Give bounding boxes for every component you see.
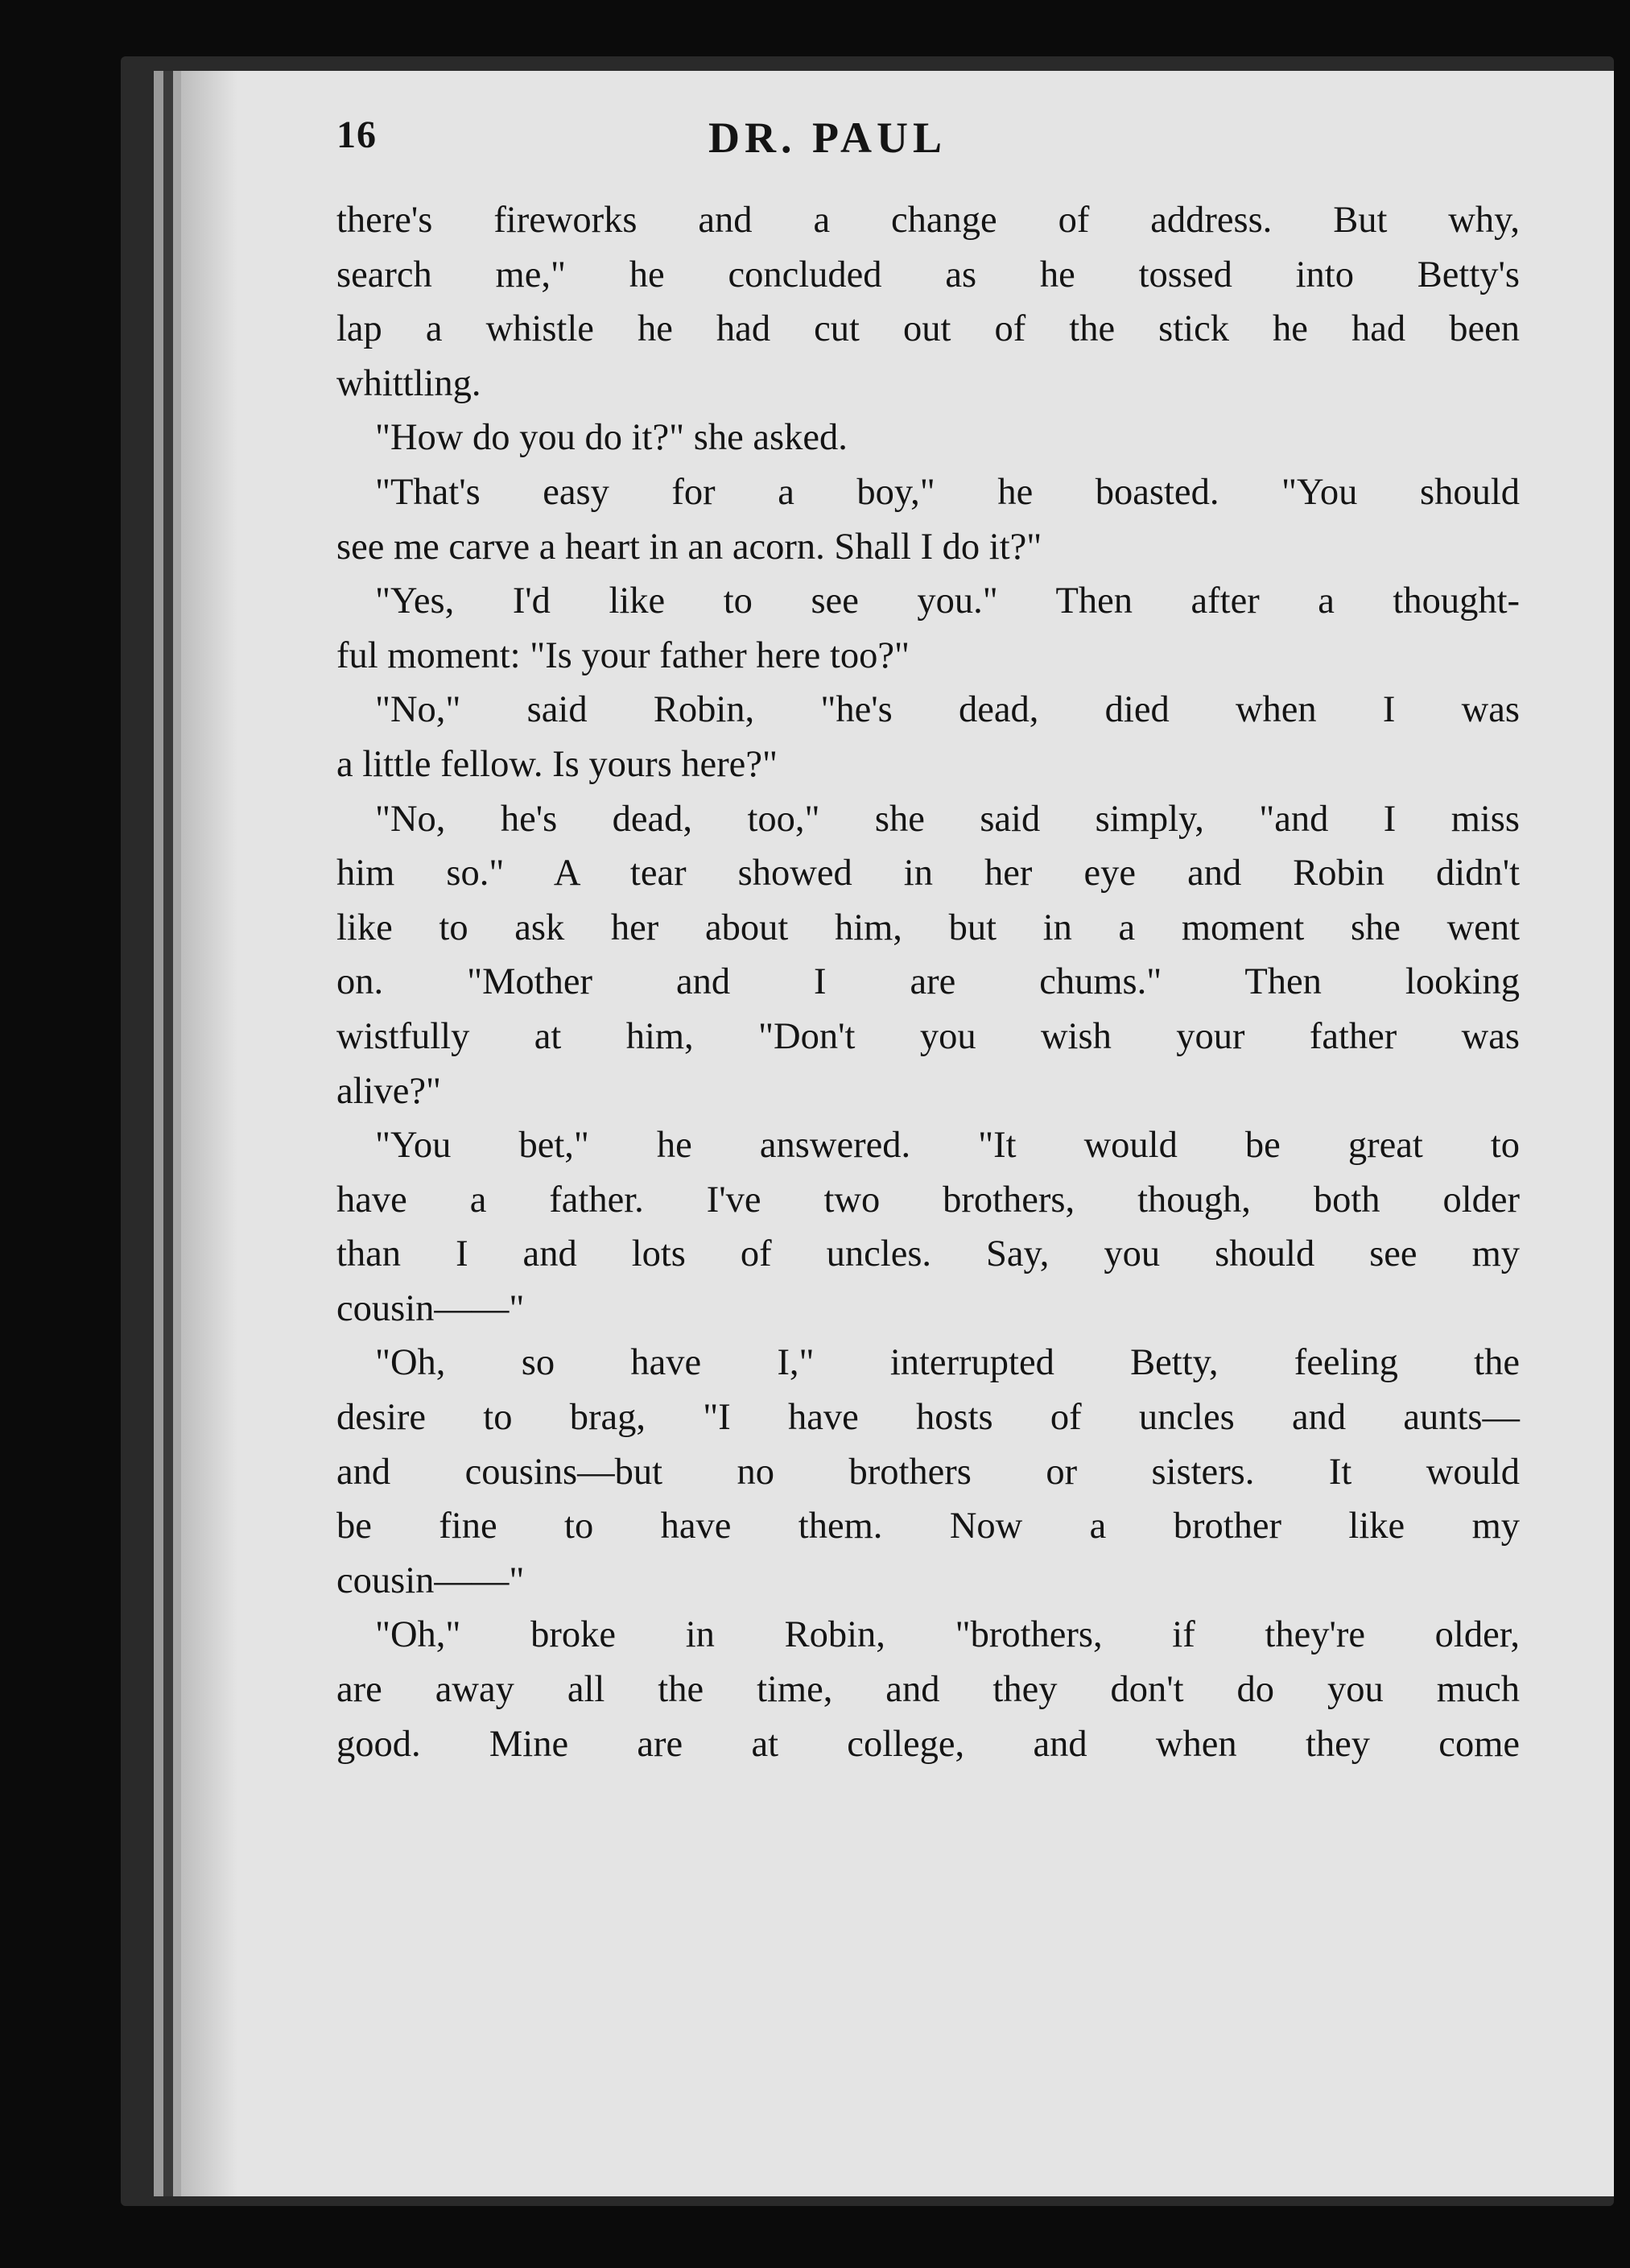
page-header	[336, 113, 1520, 169]
text-line: there's fireworks and a change of address. But why,	[336, 200, 1520, 241]
text-line: a little fellow. Is yours here?"	[336, 743, 778, 785]
text-line: ful moment: "Is your father here too?"	[336, 634, 910, 676]
text-line: "You bet," he answered. "It would be great to	[375, 1125, 1520, 1167]
text-line: good. Mine are at college, and when they come	[336, 1723, 1520, 1765]
page-gutter-shadow	[181, 71, 237, 2196]
text-line: lap a whistle he had cut out of the stick he had been	[336, 308, 1520, 350]
text-line: cousin——"	[336, 1560, 525, 1601]
text-line: "No," said Robin, "he's dead, died when I was	[375, 689, 1520, 731]
text-line: "Oh, so have I," interrupted Betty, feeling the	[375, 1342, 1520, 1384]
text-line: and cousins—but no brothers or sisters. It would	[336, 1451, 1520, 1493]
text-line: cousin——"	[336, 1287, 525, 1329]
text-line: "No, he's dead, too," she said simply, "and I miss	[375, 798, 1520, 840]
text-line: than I and lots of uncles. Say, you should see my	[336, 1233, 1520, 1275]
text-line: "How do you do it?" she asked.	[375, 417, 848, 459]
text-line: on. "Mother and I are chums." Then looking	[336, 961, 1520, 1003]
text-line: search me," he concluded as he tossed into Betty's	[336, 254, 1520, 295]
text-line: "That's easy for a boy," he boasted. "You should	[375, 471, 1520, 513]
text-line: have a father. I've two brothers, though, both older	[336, 1179, 1520, 1221]
text-line: see me carve a heart in an acorn. Shall I do it?"	[336, 526, 1042, 568]
body-text	[336, 193, 1520, 1771]
text-line: are away all the time, and they don't do you much	[336, 1669, 1520, 1711]
text-line: whittling.	[336, 362, 481, 404]
text-line: him so." A tear showed in her eye and Robin didn't	[336, 853, 1520, 894]
text-line: desire to brag, "I have hosts of uncles and aunts—	[336, 1397, 1520, 1439]
page-number: 16	[336, 114, 377, 156]
text-line: like to ask her about him, but in a moment she went	[336, 907, 1520, 948]
running-title: DR. PAUL	[708, 114, 947, 162]
text-line: wistfully at him, "Don't you wish your father was	[336, 1015, 1520, 1057]
text-line: be fine to have them. Now a brother like my	[336, 1506, 1520, 1547]
text-line: "Yes, I'd like to see you." Then after a thought-	[375, 580, 1520, 622]
text-line: alive?"	[336, 1070, 441, 1112]
text-line: "Oh," broke in Robin, "brothers, if they're older,	[375, 1614, 1520, 1656]
